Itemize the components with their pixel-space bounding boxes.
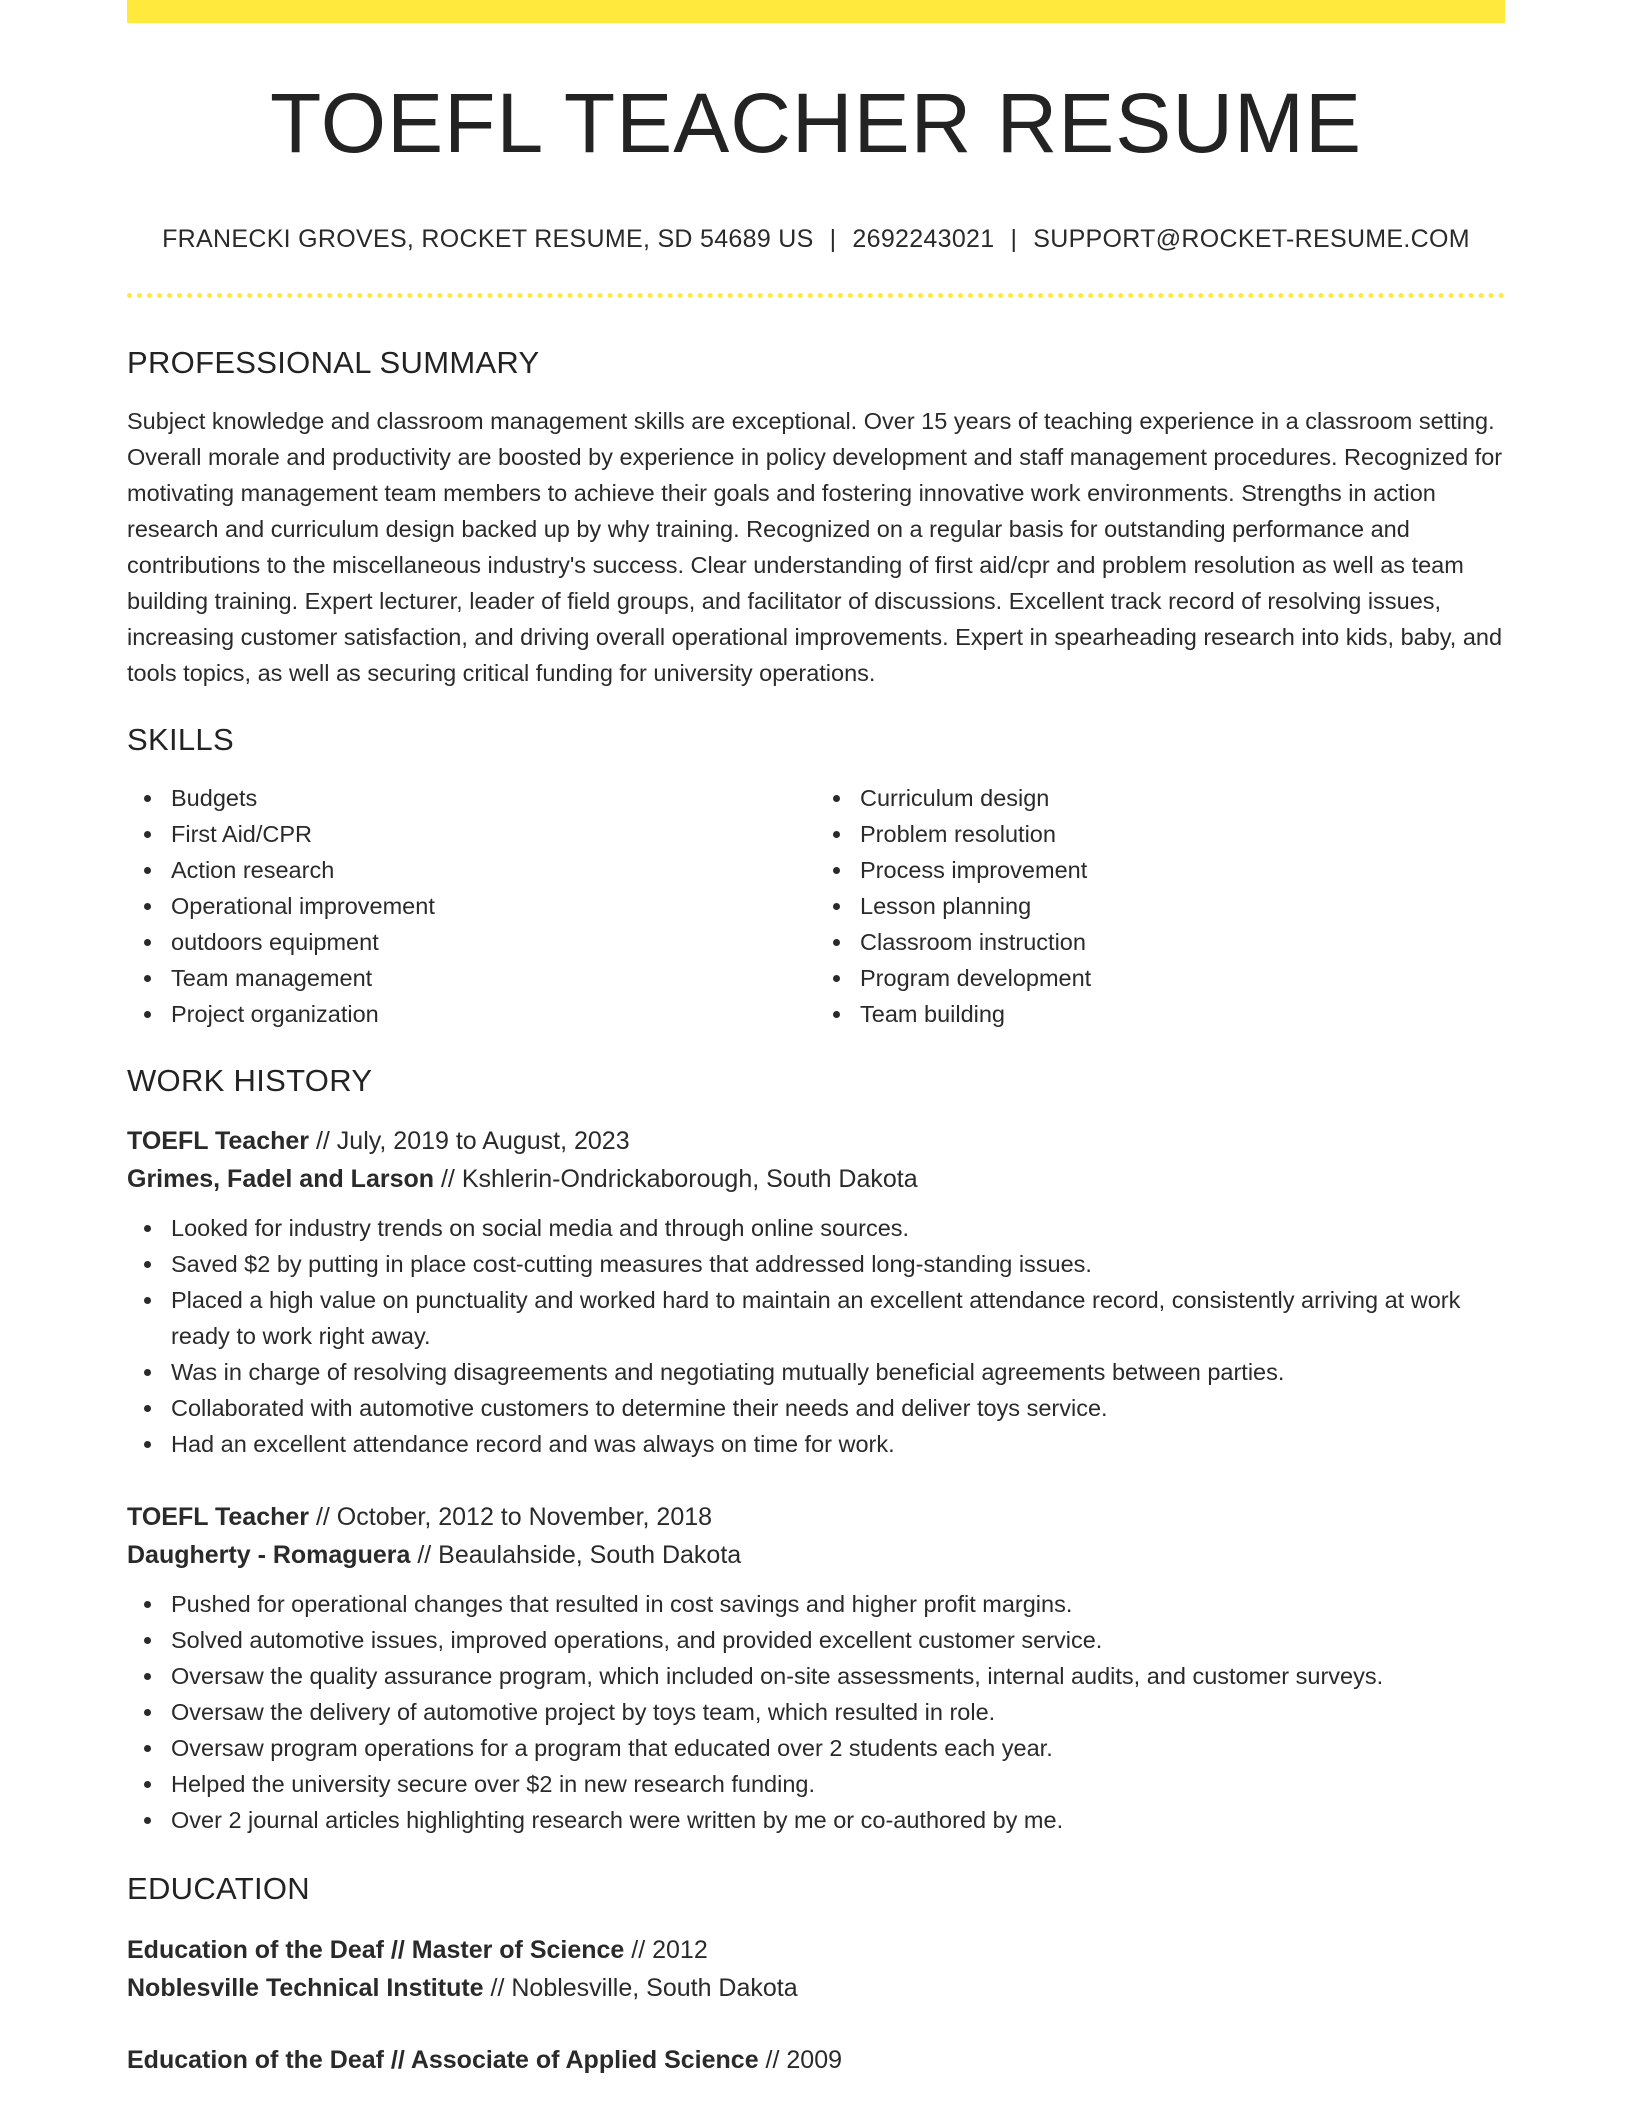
- skills-heading: SKILLS: [127, 722, 234, 758]
- skills-column-left: [127, 780, 816, 1032]
- skill-item: Problem resolution: [860, 816, 1505, 852]
- job-bullets: [127, 1210, 1505, 1462]
- skill-item: Team building: [860, 996, 1505, 1032]
- job-dates: // October, 2012 to November, 2018: [309, 1502, 713, 1531]
- degree-year: // 2012: [624, 1935, 708, 1964]
- degree-year: // 2009: [758, 2045, 843, 2074]
- school-name: Noblesville Technical Institute: [127, 1973, 484, 2002]
- job-bullet: Oversaw the delivery of automotive project by toys team, which resulted in role.: [171, 1694, 1505, 1730]
- education-entry: [127, 2041, 1505, 2079]
- education-entry: [127, 1931, 1505, 2007]
- job-bullet: Helped the university secure over $2 in new research funding.: [171, 1766, 1505, 1802]
- company-location: // Beaulahside, South Dakota: [410, 1540, 742, 1569]
- job-title-line: [127, 1498, 1505, 1536]
- contact-separator: |: [1010, 225, 1018, 253]
- summary-text: Subject knowledge and classroom management skills are exceptional. Over 15 years of teaching experience in a classroom setting. Overall morale and productivity are boosted by experience in policy development and staff management procedures. Recognized for motivating management team members to achieve their goals and fostering innovative work environments. Strengths in action research and curriculum design backed up by why training. Recognized on a regular basis for outstanding performance and contributions to the miscellaneous industry's success. Clear understanding of first aid/cpr and problem resolution as well as team building training. Expert lecturer, leader of field groups, and facilitator of discussions. Excellent track record of resolving issues, increasing customer satisfaction, and driving overall operational improvements. Expert in spearheading research into kids, baby, and tools topics, as well as securing critical funding for university operations.: [127, 408, 1503, 687]
- dotted-divider: [127, 293, 1505, 298]
- skill-item: Curriculum design: [860, 780, 1505, 816]
- job-title-line: [127, 1122, 1505, 1160]
- work-history-heading: WORK HISTORY: [127, 1063, 373, 1099]
- job-bullet: Oversaw program operations for a program that educated over 2 students each year.: [171, 1730, 1505, 1766]
- education-heading: EDUCATION: [127, 1870, 310, 1906]
- resume-title: TOEFL TEACHER RESUME: [270, 76, 1362, 170]
- top-accent-bar: [127, 0, 1505, 23]
- job-bullet: Oversaw the quality assurance program, which included on-site assessments, internal audits, and customer surveys.: [171, 1658, 1505, 1694]
- skill-item: Budgets: [171, 780, 816, 816]
- job-bullet: Was in charge of resolving disagreements and negotiating mutually beneficial agreements between parties.: [171, 1354, 1505, 1390]
- job-bullets: [127, 1586, 1505, 1838]
- contact-separator: |: [829, 225, 837, 253]
- skills-column-right: [816, 780, 1505, 1032]
- degree-line: [127, 1931, 1505, 1969]
- skill-item: Action research: [171, 852, 816, 888]
- skill-item: outdoors equipment: [171, 924, 816, 960]
- job-bullet: Looked for industry trends on social media and through online sources.: [171, 1210, 1505, 1246]
- job-title: TOEFL Teacher: [127, 1502, 310, 1531]
- job-bullet: Saved $2 by putting in place cost-cutting measures that addressed long-standing issues.: [171, 1246, 1505, 1282]
- skills-grid: [127, 780, 1505, 1032]
- skill-item: Team management: [171, 960, 816, 996]
- contact-address: FRANECKI GROVES, ROCKET RESUME, SD 54689 US: [162, 225, 814, 253]
- company-name: Daugherty - Romaguera: [127, 1540, 411, 1569]
- job-bullet: Solved automotive issues, improved operations, and provided excellent customer service.: [171, 1622, 1505, 1658]
- job-dates: // July, 2019 to August, 2023: [309, 1126, 630, 1155]
- job-bullet: Placed a high value on punctuality and worked hard to maintain an excellent attendance record, consistently arriving at work ready to work right away.: [171, 1282, 1505, 1354]
- job-entry: [127, 1122, 1505, 1462]
- skill-item: Program development: [860, 960, 1505, 996]
- school-location: // Noblesville, South Dakota: [483, 1973, 798, 2002]
- contact-email: SUPPORT@ROCKET-RESUME.COM: [1033, 225, 1470, 253]
- degree-name: Education of the Deaf // Associate of Applied Science: [127, 2045, 759, 2074]
- summary-heading: PROFESSIONAL SUMMARY: [127, 345, 540, 380]
- skill-item: Project organization: [171, 996, 816, 1032]
- job-bullet: Had an excellent attendance record and was always on time for work.: [171, 1426, 1505, 1462]
- skill-item: Lesson planning: [860, 888, 1505, 924]
- job-entry: [127, 1498, 1505, 1838]
- skill-item: Operational improvement: [171, 888, 816, 924]
- job-bullet: Collaborated with automotive customers to determine their needs and deliver toys service.: [171, 1390, 1505, 1426]
- company-location: // Kshlerin-Ondrickaborough, South Dakota: [434, 1164, 918, 1193]
- company-line: [127, 1160, 1505, 1198]
- contact-line: [127, 225, 1505, 254]
- company-name: Grimes, Fadel and Larson: [127, 1164, 435, 1193]
- resume-page: [127, 0, 1505, 2079]
- school-line: [127, 1969, 1505, 2007]
- job-title: TOEFL Teacher: [127, 1126, 310, 1155]
- degree-line: [127, 2041, 1505, 2079]
- skill-item: Process improvement: [860, 852, 1505, 888]
- contact-phone: 2692243021: [852, 225, 995, 253]
- job-bullet: Pushed for operational changes that resulted in cost savings and higher profit margins.: [171, 1586, 1505, 1622]
- skill-item: Classroom instruction: [860, 924, 1505, 960]
- degree-name: Education of the Deaf // Master of Science: [127, 1935, 625, 1964]
- company-line: [127, 1536, 1505, 1574]
- skill-item: First Aid/CPR: [171, 816, 816, 852]
- job-bullet: Over 2 journal articles highlighting research were written by me or co-authored by me.: [171, 1802, 1505, 1838]
